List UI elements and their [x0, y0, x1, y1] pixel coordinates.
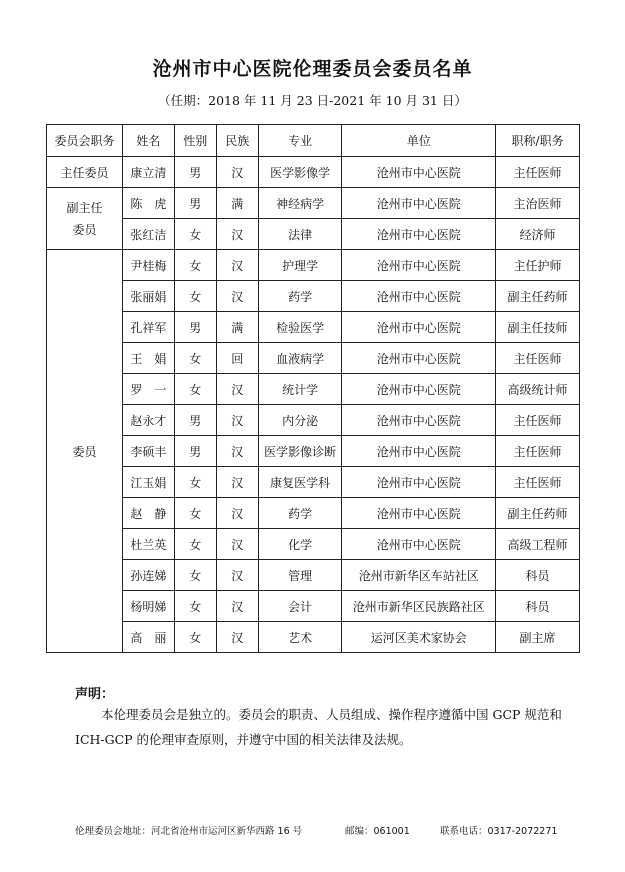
member-unit: 沧州市中心医院 [342, 374, 496, 405]
member-ethnicity: 汉 [216, 529, 258, 560]
member-major: 会计 [258, 591, 342, 622]
member-major: 艺术 [258, 622, 342, 653]
header-major: 专业 [258, 125, 342, 157]
footer-postcode: 邮编：061001 [345, 826, 410, 837]
table-row [47, 560, 580, 591]
member-unit: 沧州市中心医院 [342, 157, 496, 188]
header-unit: 单位 [342, 125, 496, 157]
member-title: 高级统计师 [496, 374, 580, 405]
statement-heading: 声明： [75, 687, 115, 702]
member-major: 管理 [258, 560, 342, 591]
member-gender: 女 [174, 374, 216, 405]
member-ethnicity: 汉 [216, 157, 258, 188]
table-row [47, 343, 580, 374]
table-row [47, 622, 580, 653]
committee-role: 主任委员 [47, 157, 123, 188]
member-unit: 沧州市中心医院 [342, 188, 496, 219]
member-name: 高 丽 [122, 622, 174, 653]
member-unit: 沧州市中心医院 [342, 219, 496, 250]
member-title: 主任医师 [496, 405, 580, 436]
table-row [47, 405, 580, 436]
member-unit: 沧州市中心医院 [342, 312, 496, 343]
member-major: 医学影像学 [258, 157, 342, 188]
member-unit: 沧州市新华区民族路社区 [342, 591, 496, 622]
table-row [47, 529, 580, 560]
member-name: 王 娟 [122, 343, 174, 374]
statement-body: 本伦理委员会是独立的。委员会的职责、人员组成、操作程序遵循中国 GCP 规范和 ICH-GCP 的伦理审查原则，并遵守中国的相关法律及法规。 [75, 707, 562, 747]
member-unit: 沧州市中心医院 [342, 405, 496, 436]
footer-address: 伦理委员会地址：河北省沧州市运河区新华西路 16 号 [75, 826, 303, 837]
member-title: 科员 [496, 560, 580, 591]
member-name: 孔祥军 [122, 312, 174, 343]
member-gender: 女 [174, 560, 216, 591]
table-row [47, 250, 580, 281]
member-major: 康复医学科 [258, 467, 342, 498]
member-ethnicity: 满 [216, 312, 258, 343]
member-name: 赵 静 [122, 498, 174, 529]
member-gender: 男 [174, 405, 216, 436]
member-gender: 男 [174, 157, 216, 188]
member-ethnicity: 汉 [216, 405, 258, 436]
member-title: 科员 [496, 591, 580, 622]
member-name: 李硕丰 [122, 436, 174, 467]
header-gender: 性别 [174, 125, 216, 157]
member-major: 血液病学 [258, 343, 342, 374]
committee-roster-table [46, 124, 580, 653]
member-name: 孙连娣 [122, 560, 174, 591]
table-row [47, 374, 580, 405]
table-row [47, 219, 580, 250]
header-name: 姓名 [122, 125, 174, 157]
member-unit: 沧州市中心医院 [342, 467, 496, 498]
header-role: 委员会职务 [47, 125, 123, 157]
table-row [47, 498, 580, 529]
member-major: 法律 [258, 219, 342, 250]
member-name: 张红洁 [122, 219, 174, 250]
member-gender: 女 [174, 219, 216, 250]
member-title: 主任医师 [496, 467, 580, 498]
member-major: 护理学 [258, 250, 342, 281]
member-ethnicity: 汉 [216, 219, 258, 250]
member-name: 赵永才 [122, 405, 174, 436]
member-gender: 女 [174, 343, 216, 374]
member-unit: 沧州市中心医院 [342, 529, 496, 560]
member-ethnicity: 回 [216, 343, 258, 374]
member-unit: 沧州市新华区车站社区 [342, 560, 496, 591]
member-gender: 男 [174, 436, 216, 467]
member-title: 副主任技师 [496, 312, 580, 343]
member-title: 副主任药师 [496, 281, 580, 312]
member-major: 化学 [258, 529, 342, 560]
header-title: 职称/职务 [496, 125, 580, 157]
member-ethnicity: 汉 [216, 374, 258, 405]
member-unit: 沧州市中心医院 [342, 498, 496, 529]
member-ethnicity: 汉 [216, 591, 258, 622]
member-unit: 运河区美术家协会 [342, 622, 496, 653]
table-row [47, 157, 580, 188]
table-row [47, 281, 580, 312]
member-gender: 男 [174, 312, 216, 343]
header-ethnicity: 民族 [216, 125, 258, 157]
member-major: 内分泌 [258, 405, 342, 436]
member-name: 杜兰英 [122, 529, 174, 560]
member-ethnicity: 汉 [216, 281, 258, 312]
member-name: 罗 一 [122, 374, 174, 405]
member-title: 主任护师 [496, 250, 580, 281]
member-title: 副主席 [496, 622, 580, 653]
member-major: 药学 [258, 498, 342, 529]
member-ethnicity: 汉 [216, 436, 258, 467]
member-title: 主任医师 [496, 157, 580, 188]
member-name: 康立清 [122, 157, 174, 188]
table-row [47, 591, 580, 622]
member-title: 主治医师 [496, 188, 580, 219]
member-title: 高级工程师 [496, 529, 580, 560]
document-title: 沧州市中心医院伦理委员会委员名单 [152, 58, 473, 80]
member-name: 杨明娣 [122, 591, 174, 622]
member-name: 尹桂梅 [122, 250, 174, 281]
roster-body [47, 157, 580, 653]
member-gender: 女 [174, 467, 216, 498]
member-ethnicity: 汉 [216, 498, 258, 529]
member-gender: 女 [174, 622, 216, 653]
member-unit: 沧州市中心医院 [342, 281, 496, 312]
member-ethnicity: 满 [216, 188, 258, 219]
table-header-row [47, 125, 580, 157]
member-name: 陈 虎 [122, 188, 174, 219]
committee-role: 副主任委员 [47, 188, 123, 250]
footer-phone: 联系电话：0317-2072271 [440, 826, 558, 837]
member-gender: 女 [174, 591, 216, 622]
member-name: 江玉娟 [122, 467, 174, 498]
member-title: 主任医师 [496, 436, 580, 467]
member-gender: 女 [174, 498, 216, 529]
member-title: 副主任药师 [496, 498, 580, 529]
member-ethnicity: 汉 [216, 250, 258, 281]
member-gender: 男 [174, 188, 216, 219]
member-major: 统计学 [258, 374, 342, 405]
member-major: 药学 [258, 281, 342, 312]
committee-role: 委员 [47, 250, 123, 653]
member-title: 经济师 [496, 219, 580, 250]
table-row [47, 436, 580, 467]
member-unit: 沧州市中心医院 [342, 250, 496, 281]
member-gender: 女 [174, 250, 216, 281]
member-ethnicity: 汉 [216, 467, 258, 498]
member-unit: 沧州市中心医院 [342, 343, 496, 374]
term-period: （任期：2018 年 11 月 23 日-2021 年 10 月 31 日） [158, 93, 467, 108]
member-unit: 沧州市中心医院 [342, 436, 496, 467]
member-ethnicity: 汉 [216, 622, 258, 653]
member-title: 主任医师 [496, 343, 580, 374]
member-ethnicity: 汉 [216, 560, 258, 591]
table-row [47, 312, 580, 343]
member-major: 医学影像诊断 [258, 436, 342, 467]
member-major: 检验医学 [258, 312, 342, 343]
table-row [47, 467, 580, 498]
member-gender: 女 [174, 281, 216, 312]
table-row [47, 188, 580, 219]
member-name: 张丽娟 [122, 281, 174, 312]
member-gender: 女 [174, 529, 216, 560]
member-major: 神经病学 [258, 188, 342, 219]
